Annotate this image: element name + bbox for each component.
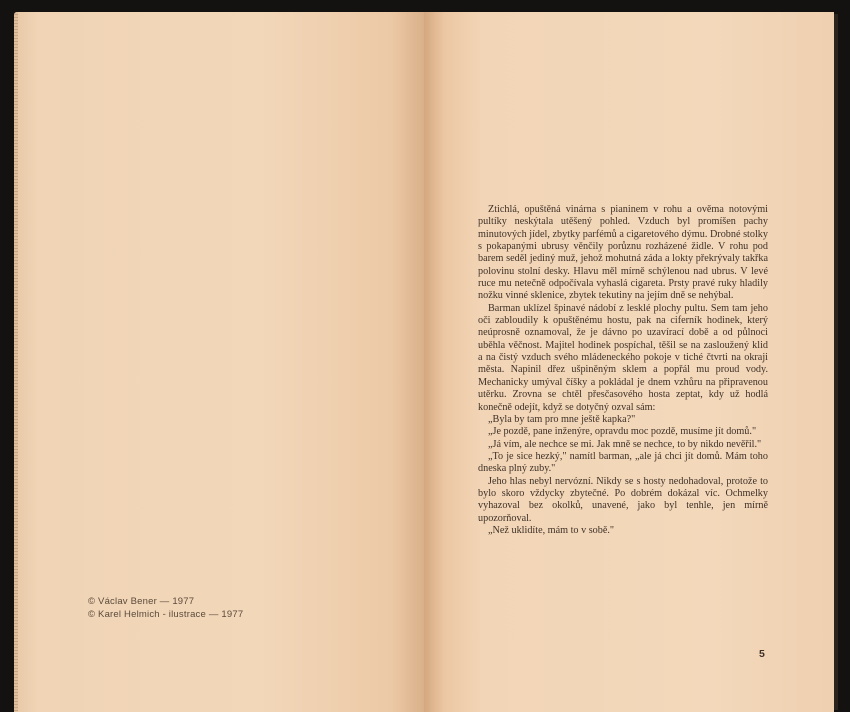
paragraph: „Byla by tam pro mne ještě kapka?"	[488, 413, 636, 425]
paragraph: Barman uklízel špinavé nádobí z lesklé plochy pultu. Sem tam jeho oči zabloudily k opuštěnému hostu, pak na ciferník hodinek, který neúprosně oznamoval, že je dávno po uzavírací době a od půlnoci uběhla věčnost. Majitel hodinek pospíchal, těšil se na zasloužený klid a na čistý vzduch svého mládeneckého pokoje v tiché čtvrti na okraji města. Napinil dřez ušpiněným sklem a popřál mu proud vody. Mechanicky umýval číšky a pokládal je dnem vzhůru na připravenou utěrku. Zrovna se chtěl přesčasového hosta zeptat, kdy už hodlá konečně odejít, když se dotyčný ozval sám:	[478, 302, 768, 413]
copyright-notice	[88, 596, 243, 621]
paragraph: „Než uklidíte, mám to v sobě."	[488, 524, 615, 536]
paragraph: Ztichlá, opuštěná vinárna s pianinem v rohu a ověma notovými pultíky neskýtala utěšený pohled. Vzduch byl promíšen pachy minutových jídel, zbytky parfémů a cigaretového dýmu. Drobné stolky s pokapanými ubrusy věnčily porůznu rozházené židle. V rohu pod barem seděl jediný muž, jehož mohutná záda a lokty překrývaly takřka polovinu stolní desky. Hlavu měl mírně schýlenou nad ubrus. V levé ruce mu netečně odpočívala vyhaslá cigareta. Prsty pravé ruky hladily nožku vinné sklenice, zbytek tekutiny na jejím dně se nehýbal.	[478, 204, 768, 302]
copyright-line-illustrator: © Karel Helmich - ilustrace — 1977	[88, 608, 244, 620]
page-edge	[834, 14, 838, 710]
page-number: 5	[759, 648, 765, 660]
paragraph: „Já vím, ale nechce se mi. Jak mně se nechce, to by nikdo nevěřil."	[488, 438, 762, 450]
copyright-line-author: © Václav Bener — 1977	[88, 596, 195, 607]
paragraph: „To je sice hezký," namítl barman, „ale já chci jít domů. Mám toho dneska plný zuby."	[478, 450, 768, 475]
paragraph: „Je pozdě, pane inženýre, opravdu moc pozdě, musíme jít domů."	[488, 426, 757, 438]
left-page	[14, 12, 424, 712]
right-page	[424, 12, 834, 712]
paragraph: Jeho hlas nebyl nervózní. Nikdy se s hosty nedohadoval, protože to bylo skoro vždycky zbytečné. Po dobrém dokázal víc. Ochmelky vyhazoval bez okolků, unavené, jako byl tenhle, jen mírně upozorňoval.	[478, 475, 768, 524]
body-text	[478, 204, 768, 537]
